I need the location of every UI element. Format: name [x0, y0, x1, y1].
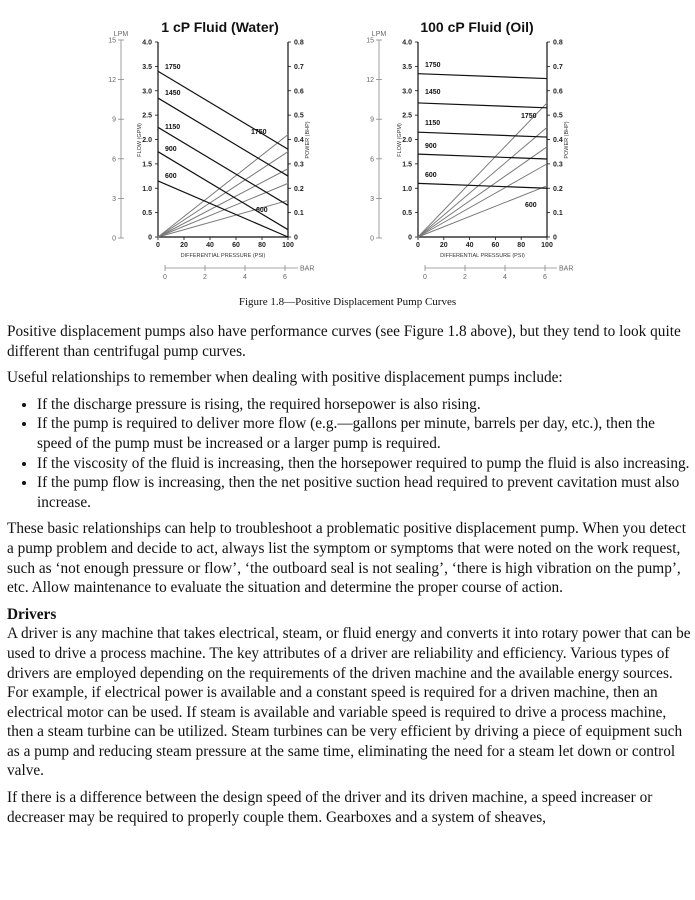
list-item: • If the discharge pressure is rising, the required horsepower is also rising. [37, 395, 691, 415]
bar-tick-label: 6 [543, 274, 547, 281]
body-text [7, 322, 691, 834]
paragraph-relationships: Useful relationships to remember when dealing with positive displacement pumps include: [7, 369, 563, 387]
bar-tick-label: 2 [463, 274, 467, 281]
flow-tick-label: 1.5 [402, 161, 412, 169]
paragraph-speed: If there is a difference between the design speed of the driver and its driven machine, a speed increaser or decreaser may be required to properly couple them. Gearboxes and a system of sheaves, [7, 789, 653, 826]
flow-tick-label: 2.0 [402, 137, 412, 144]
lpm-tick-label: 15 [108, 37, 116, 45]
flow-tick-label: 0.5 [402, 210, 412, 218]
power-tick-label: 0.2 [553, 185, 563, 193]
bar-tick-label: 2 [203, 274, 207, 281]
power-axis-title: POWER (BHP) [564, 121, 570, 159]
flow-tick-label: 2.5 [142, 112, 152, 120]
lpm-tick-label: 3 [370, 195, 374, 203]
pressure-tick-label: 40 [206, 242, 214, 249]
flow-tick-label: 0 [408, 234, 412, 242]
paragraph-troubleshoot: These basic relationships can help to troubleshoot a problematic positive displacement pump. When you detect a pump problem and decide to act, always list the symptom or symptoms that were noted on the work request, such as ‘not enough pressure or flow’, ‘the outboard seal is not sealing’, ‘there is high vibration on the pump’, etc. Allow maintenance to evaluate the situation and determine the proper course of action. [7, 520, 686, 597]
power-tick-label: 0.8 [553, 39, 563, 47]
power-tick-label: 0.3 [553, 161, 563, 169]
power-tick-label: 0.3 [294, 161, 304, 169]
power-tick-label: 0.8 [294, 39, 304, 47]
power-axis-title: POWER (BHP) [305, 121, 311, 159]
power-tick-label: 0.6 [553, 88, 563, 96]
flow-curve-line [418, 103, 547, 108]
bar-tick-label: 4 [503, 274, 507, 281]
lpm-tick-label: 6 [370, 156, 374, 164]
flow-curve-line [418, 183, 547, 188]
power-tick-label: 0.4 [553, 137, 563, 144]
pressure-tick-label: 80 [258, 242, 266, 249]
power-series-label: 600 [256, 207, 268, 214]
flow-tick-label: 3.0 [402, 88, 412, 96]
list-item: • If the pump is required to deliver more flow (e.g.—gallons per minute, barrels per day, etc.), then the speed of the pump must be increased or a larger pump is required. [37, 414, 691, 453]
flow-curve-line [158, 152, 288, 230]
lpm-tick-label: 9 [370, 116, 374, 124]
lpm-tick-label: 15 [366, 37, 374, 45]
flow-series-label: 1150 [425, 120, 441, 127]
flow-tick-label: 4.0 [402, 39, 412, 47]
flow-tick-label: 0 [148, 234, 152, 242]
power-tick-label: 0.6 [294, 88, 304, 96]
power-series-label: 1750 [521, 113, 537, 120]
power-curve-line [158, 200, 288, 237]
flow-tick-label: 1.5 [142, 161, 152, 169]
flow-series-label: 1150 [165, 124, 181, 131]
power-curve-line [418, 186, 547, 237]
flow-series-label: 600 [165, 173, 177, 180]
power-tick-label: 0.7 [294, 63, 304, 71]
flow-tick-label: 4.0 [142, 39, 152, 47]
flow-curve-line [418, 132, 547, 137]
figure-caption: Figure 1.8—Positive Displacement Pump Curves [238, 296, 457, 308]
pressure-tick-label: 40 [465, 242, 474, 249]
lpm-tick-label: 9 [112, 116, 116, 124]
flow-tick-label: 2.5 [402, 112, 412, 120]
power-curve-line [418, 127, 547, 237]
lpm-unit-label: LPM [113, 31, 129, 38]
chart-title: 100 cP Fluid (Oil) [420, 19, 534, 35]
lpm-unit-label: LPM [371, 31, 387, 38]
flow-tick-label: 0.5 [142, 210, 152, 218]
lpm-tick-label: 12 [108, 77, 116, 85]
power-tick-label: 0.1 [553, 210, 563, 218]
pump-curves-figure [0, 0, 695, 292]
pressure-tick-label: 20 [180, 242, 188, 249]
pressure-tick-label: 60 [491, 242, 500, 249]
pressure-tick-label: 0 [156, 242, 160, 249]
flow-curve-line [418, 154, 547, 159]
power-tick-label: 0.4 [294, 137, 304, 144]
pump-curves-svg [0, 0, 695, 292]
flow-series-label: 900 [425, 143, 437, 150]
flow-curve-line [418, 74, 547, 79]
bar-tick-label: 4 [243, 274, 247, 281]
pressure-tick-label: 60 [232, 242, 240, 249]
list-item: • If the pump flow is increasing, then the net positive suction head required to prevent cavitation must also increase. [37, 473, 691, 512]
power-curve-line [418, 147, 547, 237]
lpm-tick-label: 3 [112, 195, 116, 203]
power-tick-label: 0.1 [294, 210, 304, 218]
flow-series-label: 900 [165, 146, 177, 153]
pressure-tick-label: 80 [517, 242, 526, 249]
flow-series-label: 1450 [425, 89, 441, 96]
power-tick-label: 0 [553, 234, 557, 242]
power-tick-label: 0.5 [553, 112, 563, 120]
paragraph-intro: Positive displacement pumps also have performance curves (see Figure 1.8 above), but they tend to look quite different than centrifugal pump curves. [7, 323, 681, 360]
power-tick-label: 0.7 [553, 63, 563, 71]
lpm-tick-label: 0 [112, 235, 116, 243]
flow-axis-title: FLOW (GPM) [397, 123, 403, 157]
power-series-label: 1750 [251, 129, 267, 136]
power-tick-label: 0.2 [294, 185, 304, 193]
flow-tick-label: 3.0 [142, 88, 152, 96]
flow-series-label: 1750 [165, 64, 181, 71]
power-series-label: 600 [525, 202, 537, 209]
flow-tick-label: 1.0 [142, 185, 152, 193]
power-tick-label: 0 [294, 234, 298, 242]
list-item: • If the viscosity of the fluid is increasing, then the horsepower required to pump the fluid is also increasing. [37, 454, 691, 474]
power-tick-label: 0.5 [294, 112, 304, 120]
power-curve-line [158, 169, 288, 237]
pressure-tick-label: 0 [416, 242, 420, 249]
flow-tick-label: 2.0 [142, 137, 152, 144]
lpm-tick-label: 6 [112, 156, 116, 164]
pressure-axis-title: DIFFERENTIAL PRESSURE (PSI) [440, 253, 525, 259]
paragraph-drivers: A driver is any machine that takes electrical, steam, or fluid energy and converts it into rotary power that can be used to drive a process machine. The key attributes of a driver are reliability and efficiency. Various types of drivers are employed depending on the requirements of the driven machine and the available energy sources. For example, if electrical power is available and a constant speed is required for a driven machine, then an electrical motor can be used. If steam is available and variable speed is required to drive a process machine, then a steam turbine can be utilized. Steam turbines can be very efficient by driving a piece of equipment such as a pump and reducing steam pressure at the same time, eliminating the need for a steam let down or control valve. [7, 625, 691, 780]
flow-tick-label: 1.0 [402, 185, 412, 193]
bar-tick-label: 6 [283, 274, 287, 281]
power-curve-line [418, 164, 547, 237]
section-heading-drivers: Drivers [7, 605, 57, 623]
lpm-tick-label: 0 [370, 235, 374, 243]
bar-unit-label: BAR [300, 265, 315, 273]
flow-series-label: 1450 [165, 90, 181, 97]
flow-curve-line [158, 127, 288, 205]
pressure-tick-label: 20 [439, 242, 448, 249]
flow-series-label: 600 [425, 172, 437, 179]
pressure-tick-label: 100 [282, 242, 294, 249]
pressure-tick-label: 100 [541, 242, 553, 249]
bar-unit-label: BAR [559, 265, 574, 273]
relationships-list [7, 395, 691, 513]
chart-title: 1 cP Fluid (Water) [161, 19, 279, 35]
pressure-axis-title: DIFFERENTIAL PRESSURE (PSI) [180, 253, 266, 259]
flow-tick-label: 3.5 [142, 63, 152, 71]
bar-tick-label: 0 [423, 274, 427, 281]
lpm-tick-label: 12 [366, 77, 374, 85]
flow-tick-label: 3.5 [402, 63, 412, 71]
flow-axis-title: FLOW (GPM) [137, 123, 143, 157]
power-curve-line [158, 135, 288, 237]
flow-series-label: 1750 [425, 62, 441, 69]
bar-tick-label: 0 [163, 274, 167, 281]
